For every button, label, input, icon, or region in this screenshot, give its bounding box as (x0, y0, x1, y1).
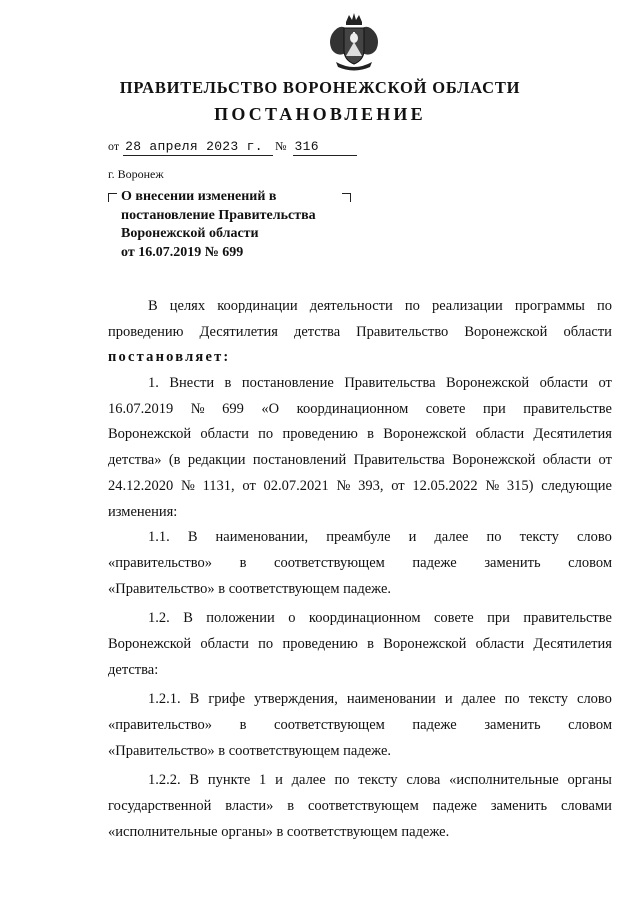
word: наименовании (346, 691, 436, 708)
word: В (189, 772, 200, 789)
word: проведению (282, 635, 358, 652)
word: 393, (358, 477, 384, 494)
word: Правительства (353, 452, 445, 469)
word: положении (206, 610, 275, 627)
word: В (189, 691, 200, 708)
word: области (200, 426, 249, 443)
subject-line: О внесении изменений в (121, 189, 277, 204)
body-line: «Правительство» в соответствующем падеже. (108, 742, 392, 759)
word: редакции (187, 452, 246, 469)
subject-corner-left (108, 193, 117, 202)
word: Воронежской (108, 635, 192, 652)
body-line: изменения: (108, 503, 178, 520)
number-prefix: № (275, 139, 287, 153)
word: совете (434, 610, 474, 627)
word: по (258, 635, 274, 652)
body-line (108, 687, 612, 713)
coat-of-arms-icon (326, 12, 382, 74)
word: Правительства (344, 375, 436, 392)
word: далее (461, 691, 496, 708)
word: 1131, (202, 477, 235, 494)
word: В (187, 529, 198, 546)
word: области (200, 635, 249, 652)
document-body (108, 294, 612, 845)
word: Десятилетия (533, 426, 612, 443)
word: В (183, 610, 193, 627)
word: от (391, 477, 405, 494)
body-line: «Правительство» в соответствующем падеже. (108, 580, 392, 597)
word: в (367, 635, 374, 652)
word: проведению (282, 426, 358, 443)
word: падеже (412, 717, 457, 733)
subject-line: от 16.07.2019 № 699 (121, 244, 244, 260)
body-line (108, 606, 612, 632)
word: постановление (241, 375, 334, 392)
word: далее (434, 529, 469, 546)
word: проведению (108, 323, 184, 340)
word: по (404, 298, 420, 314)
word: Правительство (356, 323, 449, 340)
word: совете (425, 400, 466, 417)
word: координационном (308, 610, 421, 627)
word: 1.2.1. (148, 691, 181, 708)
subject-line: Воронежской области (121, 226, 259, 241)
word: по (258, 426, 274, 443)
word: о (288, 610, 296, 627)
document-number: 316 (293, 139, 357, 156)
word: 12.05.2022 (412, 477, 478, 494)
word: слово (577, 691, 612, 708)
document-date: 28 апреля 2023 г. (123, 139, 273, 156)
body-line (108, 294, 612, 320)
word: власти» (225, 798, 274, 815)
body-line (108, 371, 612, 397)
date-number-line (108, 139, 357, 156)
word: при (487, 610, 510, 627)
word: Воронежской (464, 323, 548, 340)
word: в (239, 554, 247, 571)
word: преамбуле (326, 529, 391, 546)
word: целях (169, 298, 206, 314)
word: государственной (108, 798, 212, 815)
word: Воронежской (108, 426, 192, 443)
city: г. Воронеж (108, 167, 164, 181)
body-line (108, 474, 612, 500)
word: области (475, 635, 525, 652)
body-line (108, 397, 612, 423)
word: в (224, 375, 232, 392)
word: тексту (528, 691, 568, 708)
body-line (108, 632, 612, 658)
word: при (482, 400, 506, 417)
body-line (108, 768, 612, 794)
word: 02.07.2021 (263, 477, 329, 494)
word: наименовании, (215, 529, 309, 546)
word: программы (514, 298, 585, 314)
word: области (542, 452, 592, 469)
word: «правительство» (108, 717, 212, 733)
word: № (485, 477, 500, 494)
body-line (108, 794, 612, 820)
word: Воронежской (383, 635, 467, 652)
document-type: ПОСТАНОВЛЕНИЕ (214, 104, 426, 124)
word: утверждения, (254, 691, 338, 708)
body-line (108, 551, 612, 577)
word: 1.2. (148, 610, 170, 627)
word: по (486, 529, 502, 546)
word: и (444, 691, 453, 708)
word: Воронежской (446, 375, 530, 392)
body-line: детства: (108, 661, 159, 678)
subject-line: постановление Правительства (121, 207, 316, 223)
word: «исполнительные (449, 772, 559, 789)
word: от (598, 375, 612, 392)
word: заменить (490, 798, 548, 815)
word: (в (168, 452, 181, 469)
word: в (239, 717, 247, 733)
word: Десятилетия (199, 323, 278, 340)
word: № (180, 477, 195, 494)
word: координационном (296, 400, 409, 417)
word: падеже (432, 798, 477, 815)
word: Воронежской (452, 452, 536, 469)
word: 1. (148, 375, 159, 392)
word: от (242, 477, 256, 494)
government-title: ПРАВИТЕЛЬСТВО ВОРОНЕЖСКОЙ ОБЛАСТИ (119, 78, 521, 97)
word: и (408, 529, 417, 546)
word: заменить (484, 717, 541, 733)
body-line (108, 422, 612, 448)
body-line (108, 525, 612, 551)
word: 699 (222, 400, 244, 417)
word: в (287, 798, 295, 815)
word: постановлений (252, 452, 347, 469)
word: грифе (208, 691, 246, 708)
word: словом (568, 717, 612, 733)
word: В (148, 298, 158, 314)
word: тексту (519, 529, 559, 546)
word: далее (291, 772, 326, 789)
word: реализации (431, 298, 503, 314)
word: правительстве (523, 400, 612, 417)
word: следующие (541, 477, 612, 494)
word: соответствующем (274, 554, 385, 571)
word: детства (293, 323, 341, 340)
word: пункте (207, 772, 251, 789)
word: тексту (358, 772, 398, 789)
word: правительстве (523, 610, 612, 627)
word: 1.1. (148, 529, 170, 546)
word: Воронежской (383, 426, 467, 443)
word: соответствующем (274, 717, 385, 733)
word: 16.07.2019 (108, 400, 174, 417)
word: по (334, 772, 350, 789)
word: № (190, 400, 205, 417)
word: по (504, 691, 520, 708)
body-line (108, 320, 612, 346)
word: 1 (259, 772, 267, 789)
word: 24.12.2020 (108, 477, 174, 494)
subject-block (121, 188, 361, 262)
word: «О (261, 400, 280, 417)
body-line (108, 713, 612, 739)
word: детства» (108, 452, 162, 469)
word: словами (560, 798, 612, 815)
word: словом (568, 554, 612, 571)
word: в (367, 426, 374, 443)
word: области (539, 375, 589, 392)
word: и (275, 772, 283, 789)
word: области (475, 426, 525, 443)
body-line: «исполнительные органы» в соответствующем падеже. (108, 823, 450, 840)
word: № (336, 477, 351, 494)
word: 1.2.2. (148, 772, 181, 789)
word: Внести (169, 375, 215, 392)
word: «правительство» (108, 554, 212, 571)
word: координации (217, 298, 298, 314)
word: Десятилетия (533, 635, 612, 652)
word: от (598, 452, 612, 469)
word: заменить (484, 554, 541, 571)
word: деятельности (309, 298, 393, 314)
decree-word: постановляет: (108, 349, 231, 366)
word: соответствующем (307, 798, 419, 815)
word: 315) (506, 477, 534, 494)
word: падеже (412, 554, 457, 571)
body-line (108, 448, 612, 474)
date-prefix: от (108, 139, 120, 153)
word: слово (576, 529, 612, 546)
word: области (563, 323, 612, 340)
word: органы (567, 772, 612, 789)
word: слова (406, 772, 441, 789)
word: по (596, 298, 612, 314)
